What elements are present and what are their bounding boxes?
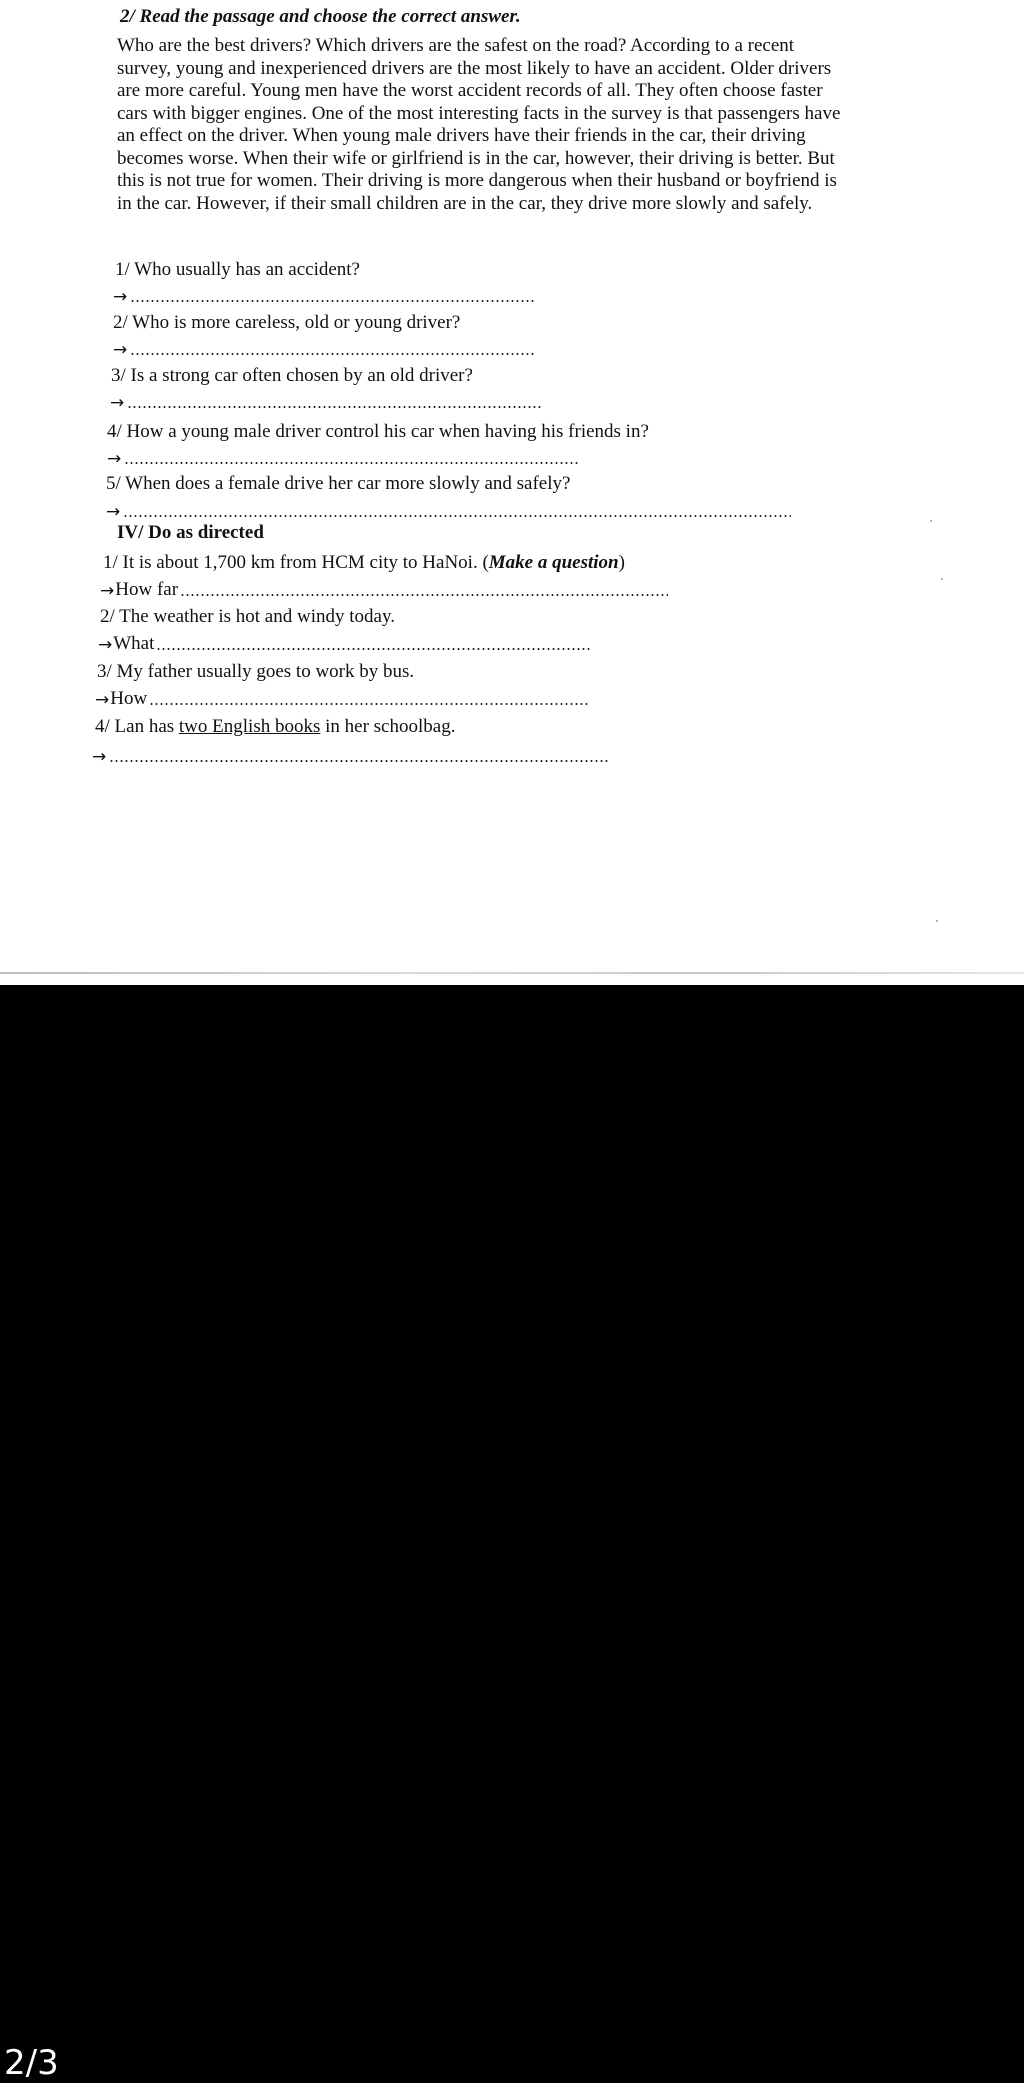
document-page xyxy=(0,0,1024,985)
passage-line: becomes worse. When their wife or girlfriend is in the car, however, their driving is better. But xyxy=(117,147,835,169)
arrow-icon: → xyxy=(110,393,125,413)
directed-item-2-prompt: 2/ The weather is hot and windy today. xyxy=(100,606,395,627)
answer-dotted-line xyxy=(127,405,543,409)
passage-line: an effect on the driver. When young male drivers have their friends in the car, their driving xyxy=(117,125,806,146)
arrow-icon: → xyxy=(95,690,110,710)
directed-answer-line-3[interactable] xyxy=(95,684,589,710)
answer-stem: What xyxy=(113,633,155,654)
passage-line: in the car. However, if their small children are in the car, they drive more slowly and safely. xyxy=(117,192,813,214)
arrow-icon: → xyxy=(98,635,113,655)
scan-speck xyxy=(936,920,938,922)
passage-line: survey, young and inexperienced drivers are the most likely to have an accident. Older drivers xyxy=(117,57,832,79)
instruction-emphasis: Make a question xyxy=(488,552,619,573)
answer-dotted-line xyxy=(109,759,609,763)
reading-answer-line-2[interactable] xyxy=(113,334,534,360)
directed-answer-line-4[interactable] xyxy=(92,741,609,767)
directed-answer-line-1[interactable] xyxy=(100,575,668,601)
reading-answer-line-3[interactable] xyxy=(110,387,543,413)
reading-question-3: 3/ Is a strong car often chosen by an old driver? xyxy=(111,365,473,386)
passage-line: Who are the best drivers? Which drivers are the safest on the road? According to a recent xyxy=(117,35,795,56)
arrow-icon: → xyxy=(100,581,115,601)
reading-question-4: 4/ How a young male driver control his car when having his friends in? xyxy=(107,421,649,442)
viewer-footer xyxy=(0,985,1024,2083)
answer-dotted-line xyxy=(123,514,791,518)
arrow-icon: → xyxy=(107,449,122,469)
arrow-icon: → xyxy=(92,747,107,767)
page-indicator: 2/3 xyxy=(4,2043,59,2083)
answer-dotted-line xyxy=(149,702,589,706)
reading-question-1: 1/ Who usually has an accident? xyxy=(115,259,360,280)
prompt-text: 1/ It is about 1,700 km from HCM city to HaNoi. ( xyxy=(103,552,489,573)
passage-line: are more careful. Young men have the worst accident records of all. They often choose faster xyxy=(117,80,823,101)
passage-line: this is not true for women. Their driving is more dangerous when their husband or boyfriend is xyxy=(117,170,837,191)
directed-answer-line-2[interactable] xyxy=(98,629,592,655)
underlined-phrase: two English books xyxy=(178,716,321,737)
answer-dotted-line xyxy=(180,593,668,597)
prompt-text: in her schoolbag. xyxy=(320,716,456,737)
reading-answer-line-5[interactable] xyxy=(106,496,791,522)
directed-item-3-prompt: 3/ My father usually goes to work by bus. xyxy=(97,661,415,682)
scan-speck xyxy=(941,578,943,580)
scan-edge-line xyxy=(0,972,1024,974)
prompt-text: ) xyxy=(618,552,625,573)
scan-speck xyxy=(930,520,932,522)
answer-stem: How xyxy=(110,688,148,709)
arrow-icon: → xyxy=(106,502,121,522)
reading-heading: 2/ Read the passage and choose the correct answer. xyxy=(120,6,521,27)
reading-question-2: 2/ Who is more careless, old or young driver? xyxy=(113,312,461,333)
answer-stem: How far xyxy=(115,579,179,600)
reading-answer-line-4[interactable] xyxy=(107,443,579,469)
reading-passage xyxy=(117,35,977,215)
directed-item-1-prompt xyxy=(103,552,625,574)
prompt-text: 4/ Lan has xyxy=(95,716,179,737)
answer-dotted-line xyxy=(156,647,592,651)
passage-line: cars with bigger engines. One of the most interesting facts in the survey is that passengers have xyxy=(117,102,841,124)
answer-dotted-line xyxy=(130,352,534,356)
section-4-title: IV/ Do as directed xyxy=(117,522,264,543)
arrow-icon: → xyxy=(113,340,128,360)
reading-question-5: 5/ When does a female drive her car more slowly and safely? xyxy=(106,473,571,494)
answer-dotted-line xyxy=(130,299,534,303)
reading-answer-line-1[interactable] xyxy=(113,281,534,307)
answer-dotted-line xyxy=(124,461,579,465)
arrow-icon: → xyxy=(113,287,128,307)
directed-item-4-prompt xyxy=(95,716,455,738)
